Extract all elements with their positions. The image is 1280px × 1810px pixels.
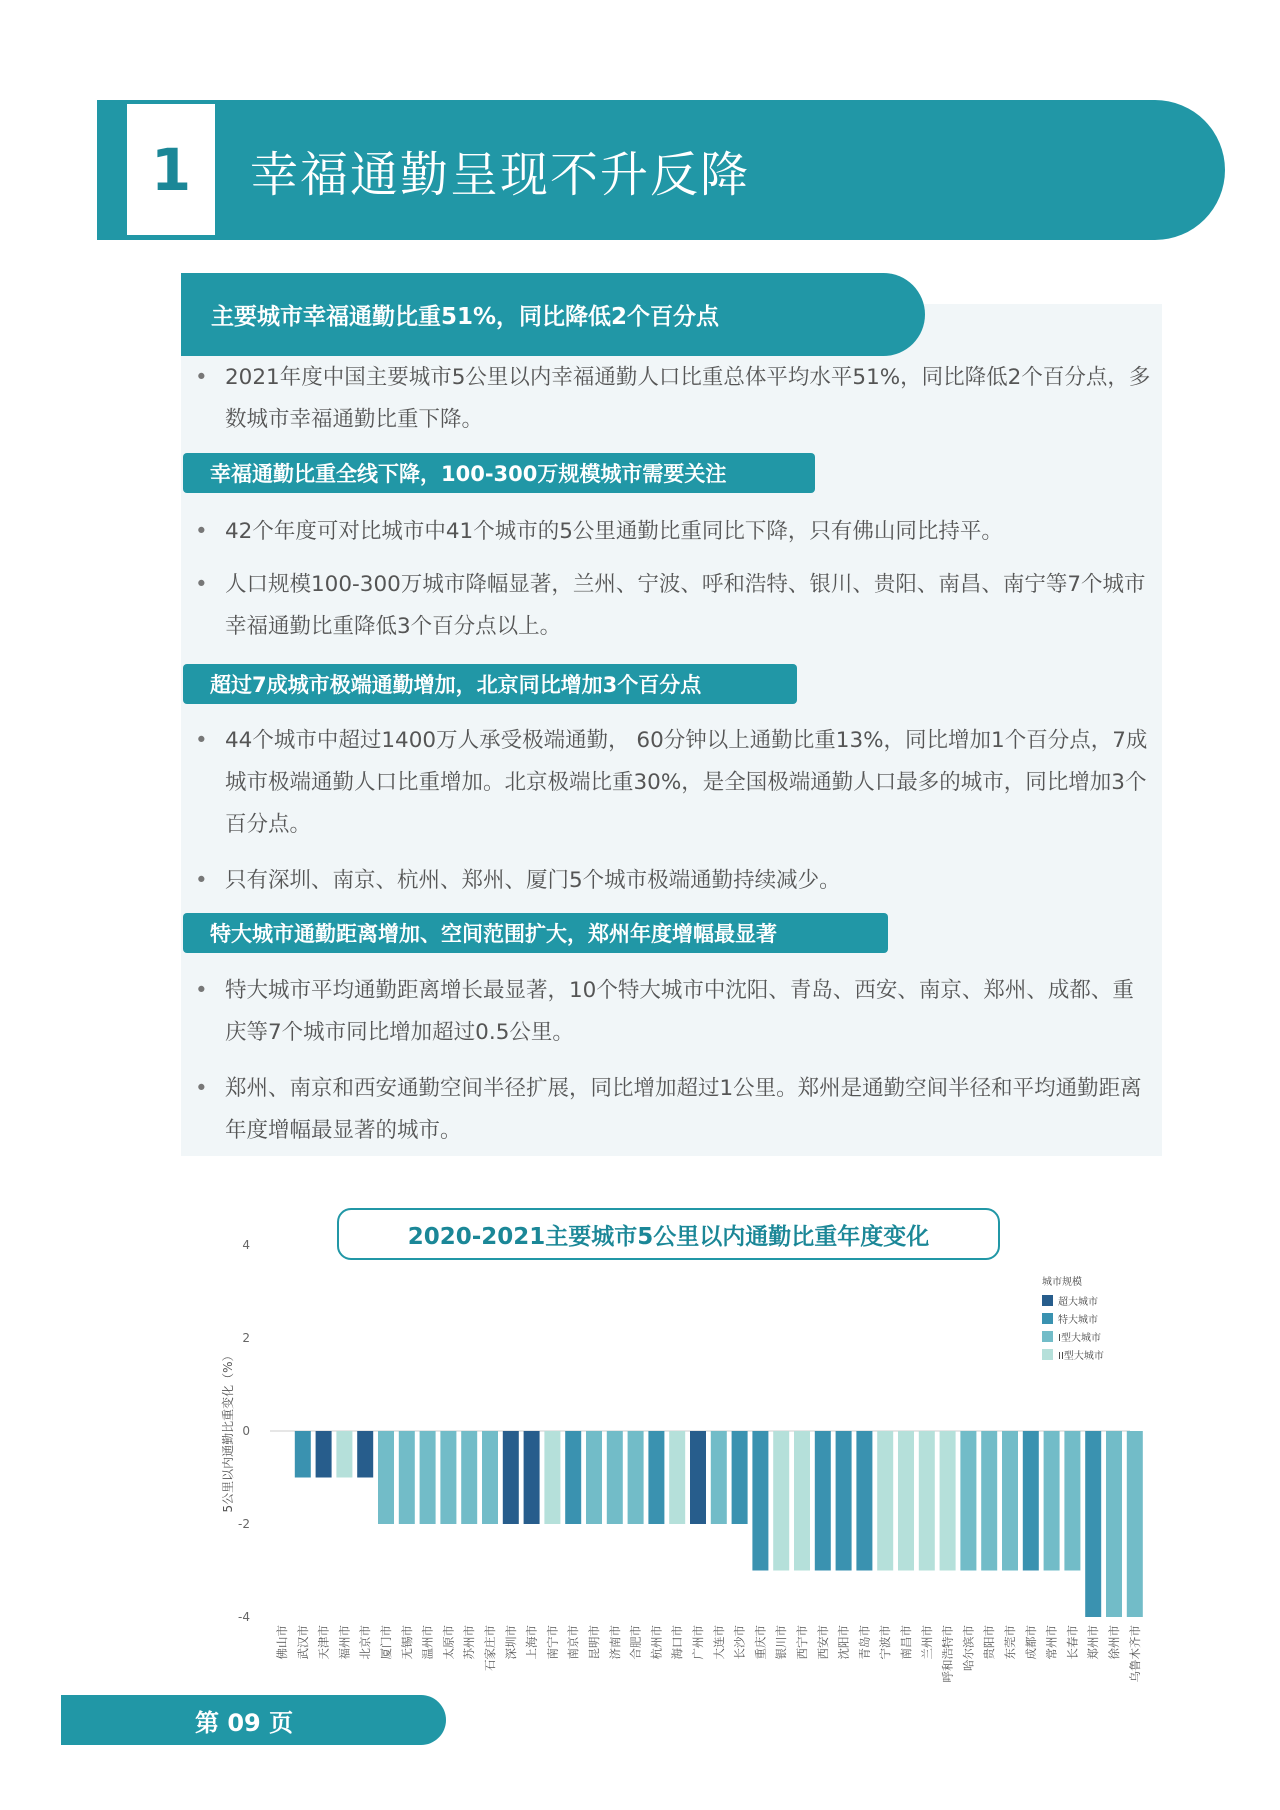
main-heading: 主要城市幸福通勤比重51%，同比降低2个百分点	[211, 304, 720, 330]
x-tick-label: 厦门市	[379, 1625, 393, 1660]
legend-swatch	[1042, 1295, 1053, 1306]
bullet-text: 只有深圳、南京、杭州、郑州、厦门5个城市极端通勤持续减少。	[225, 868, 841, 893]
bar	[669, 1431, 685, 1524]
x-tick-label: 重庆市	[753, 1625, 768, 1660]
bullet-dot: •	[195, 1076, 208, 1101]
x-tick-label: 上海市	[524, 1625, 539, 1660]
bar	[877, 1431, 893, 1571]
bar	[711, 1431, 727, 1524]
page-number: 第 09 页	[195, 1708, 294, 1737]
x-tick-label: 海口市	[670, 1625, 685, 1660]
section-number: 1	[150, 135, 192, 204]
legend-label: 超大城市	[1058, 1297, 1098, 1308]
legend-swatch	[1042, 1331, 1053, 1342]
x-tick-label: 哈尔滨市	[961, 1625, 976, 1671]
x-tick-label: 南宁市	[545, 1625, 560, 1660]
bullet-dot: •	[195, 365, 208, 390]
bar	[752, 1431, 768, 1571]
x-tick-label: 太原市	[441, 1625, 456, 1660]
x-tick-label: 昆明市	[587, 1625, 601, 1660]
bar	[732, 1431, 748, 1524]
bar	[1023, 1431, 1039, 1571]
bar	[1044, 1431, 1060, 1571]
x-tick-label: 天津市	[316, 1625, 331, 1660]
x-tick-label: 沈阳市	[836, 1625, 851, 1660]
bar	[1085, 1431, 1101, 1617]
x-tick-label: 兰州市	[919, 1625, 934, 1660]
x-tick-label: 东莞市	[1003, 1625, 1017, 1660]
bar	[503, 1431, 519, 1524]
y-axis-label: 5公里以内通勤比重变化（%）	[221, 1349, 235, 1513]
x-tick-label: 宁波市	[878, 1625, 893, 1660]
bar	[440, 1431, 456, 1524]
bar	[628, 1431, 644, 1524]
bar	[648, 1431, 664, 1524]
y-tick-label: 4	[242, 1238, 250, 1252]
bar	[524, 1431, 540, 1524]
bar	[607, 1431, 623, 1524]
bullet-dot: •	[195, 868, 208, 893]
bar	[856, 1431, 872, 1571]
bar	[295, 1431, 311, 1478]
bullet-text: 郑州、南京和西安通勤空间半径扩展，同比增加超过1公里。郑州是通勤空间半径和平均通勤距离年度增幅最显著的城市。	[225, 1076, 1142, 1143]
x-tick-label: 乌鲁木齐市	[1127, 1625, 1142, 1683]
bar	[586, 1431, 602, 1524]
bar	[461, 1431, 477, 1524]
x-tick-label: 常州市	[1044, 1625, 1059, 1660]
legend-swatch	[1042, 1313, 1053, 1324]
bar	[378, 1431, 394, 1524]
x-tick-label: 北京市	[358, 1625, 373, 1660]
bar	[1064, 1431, 1080, 1571]
bar	[482, 1431, 498, 1524]
x-tick-label: 长沙市	[732, 1625, 747, 1660]
bullet-dot: •	[195, 978, 208, 1003]
sub-heading: 幸福通勤比重全线下降，100-300万规模城市需要关注	[183, 453, 815, 493]
x-tick-label: 西安市	[815, 1625, 830, 1660]
bar	[544, 1431, 560, 1524]
bar	[565, 1431, 581, 1524]
bullet-text: 2021年度中国主要城市5公里以内幸福通勤人口比重总体平均水平51%，同比降低2个百分点，多数城市幸福通勤比重下降。	[225, 365, 1151, 432]
x-tick-label: 长春市	[1065, 1625, 1080, 1660]
x-tick-label: 青岛市	[857, 1625, 872, 1660]
bar	[981, 1431, 997, 1571]
bar	[815, 1431, 831, 1571]
x-tick-label: 呼和浩特市	[940, 1625, 955, 1683]
legend-label: I型大城市	[1058, 1333, 1101, 1344]
legend-title: 城市规模	[1042, 1277, 1082, 1288]
bar	[940, 1431, 956, 1571]
bar	[898, 1431, 914, 1571]
x-tick-label: 杭州市	[649, 1625, 664, 1660]
x-tick-label: 大连市	[711, 1625, 726, 1660]
bar	[960, 1431, 976, 1571]
bar	[690, 1431, 706, 1524]
x-tick-label: 武汉市	[295, 1625, 310, 1660]
bullet-text: 人口规模100-300万城市降幅显著，兰州、宁波、呼和浩特、银川、贵阳、南昌、南宁等7个城市幸福通勤比重降低3个百分点以上。	[225, 572, 1146, 639]
y-tick-label: 0	[242, 1424, 250, 1438]
x-tick-label: 西宁市	[795, 1625, 809, 1660]
y-tick-label: 2	[242, 1331, 250, 1345]
bar	[336, 1431, 352, 1478]
x-tick-label: 深圳市	[503, 1625, 518, 1660]
x-tick-label: 银川市	[774, 1625, 789, 1660]
bar	[836, 1431, 852, 1571]
bullet-text: 44个城市中超过1400万人承受极端通勤， 60分钟以上通勤比重13%，同比增加1个百分点，7成城市极端通勤人口比重增加。北京极端比重30%，是全国极端通勤人口最多的城市，同比增加3个百分点。	[225, 728, 1148, 837]
x-tick-label: 石家庄市	[483, 1625, 497, 1671]
bullet-text: 42个年度可对比城市中41个城市的5公里通勤比重同比下降，只有佛山同比持平。	[225, 519, 1003, 544]
legend-swatch	[1042, 1349, 1053, 1360]
x-tick-label: 福州市	[337, 1625, 352, 1660]
chart-title: 2020-2021主要城市5公里以内通勤比重年度变化	[337, 1208, 1000, 1260]
bar	[420, 1431, 436, 1524]
bullet-dot: •	[195, 728, 208, 753]
section-title: 幸福通勤呈现不升反降	[250, 146, 751, 203]
x-tick-label: 贵阳市	[982, 1625, 997, 1660]
x-tick-label: 苏州市	[462, 1625, 477, 1660]
x-tick-label: 无锡市	[399, 1625, 414, 1660]
y-tick-label: -4	[238, 1610, 250, 1624]
x-tick-label: 佛山市	[275, 1625, 289, 1660]
sub-heading: 超过7成城市极端通勤增加，北京同比增加3个百分点	[183, 664, 797, 704]
x-tick-label: 徐州市	[1107, 1625, 1121, 1660]
x-tick-label: 温州市	[420, 1625, 435, 1660]
bar	[399, 1431, 415, 1524]
x-tick-label: 广州市	[691, 1625, 705, 1660]
bullet-text: 特大城市平均通勤距离增长最显著，10个特大城市中沈阳、青岛、西安、南京、郑州、成都、重庆等7个城市同比增加超过0.5公里。	[225, 978, 1134, 1045]
bar	[1106, 1431, 1122, 1617]
bar	[1127, 1431, 1143, 1617]
legend-label: II型大城市	[1058, 1351, 1104, 1362]
x-tick-label: 南昌市	[899, 1625, 913, 1660]
x-tick-label: 南京市	[566, 1625, 581, 1660]
bar	[316, 1431, 332, 1478]
bar	[773, 1431, 789, 1571]
bar	[1002, 1431, 1018, 1571]
bar	[794, 1431, 810, 1571]
x-tick-label: 合肥市	[628, 1625, 643, 1660]
sub-heading: 特大城市通勤距离增加、空间范围扩大，郑州年度增幅最显著	[183, 913, 888, 953]
bullet-dot: •	[195, 572, 208, 597]
y-tick-label: -2	[238, 1517, 250, 1531]
legend-label: 特大城市	[1058, 1315, 1098, 1326]
x-tick-label: 郑州市	[1086, 1625, 1101, 1660]
bullet-dot: •	[195, 519, 208, 544]
x-tick-label: 成都市	[1023, 1625, 1038, 1660]
x-tick-label: 济南市	[607, 1625, 622, 1660]
bar	[919, 1431, 935, 1571]
bar	[357, 1431, 373, 1478]
